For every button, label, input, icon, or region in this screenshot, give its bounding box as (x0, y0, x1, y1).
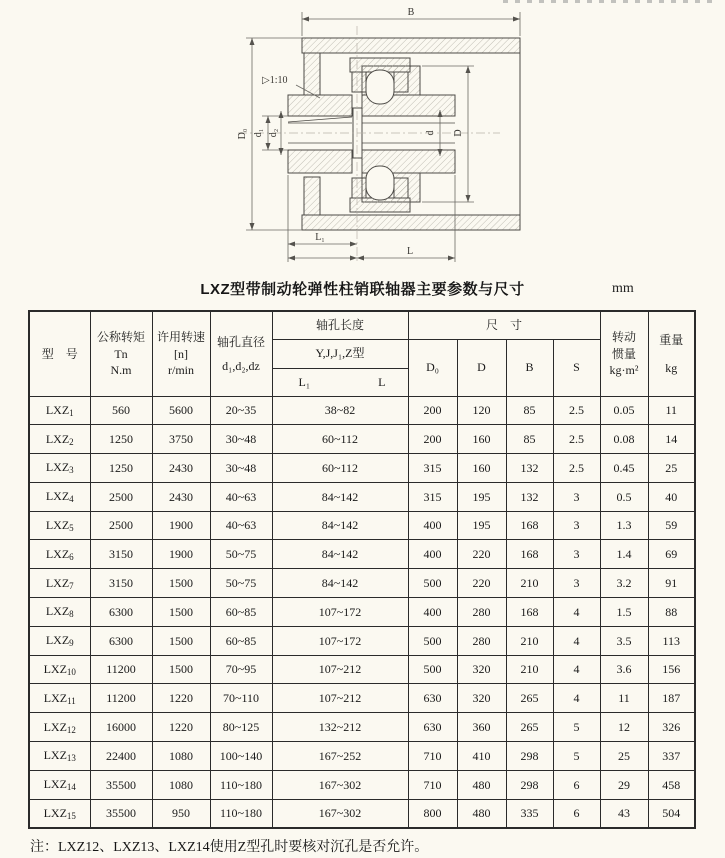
dim-label-d1: d₁ (253, 128, 264, 138)
table-row (29, 742, 695, 771)
col-header-torque (90, 311, 152, 396)
cell-model: LXZ4 (29, 482, 90, 511)
cell-length: 84~142 (272, 540, 408, 569)
cell-b: 85 (506, 425, 553, 454)
page-title: LXZ型带制动轮弹性柱销联轴器主要参数与尺寸 (200, 281, 525, 298)
cell-weight: 458 (648, 770, 695, 799)
cell-bore: 40~63 (210, 511, 272, 540)
cell-weight: 504 (648, 799, 695, 828)
cell-torque: 22400 (90, 742, 152, 771)
cell-d: 220 (457, 569, 506, 598)
cell-bore: 80~125 (210, 713, 272, 742)
cell-length: 132~212 (272, 713, 408, 742)
cell-inertia: 3.6 (600, 655, 648, 684)
dim-label-d: d (425, 130, 436, 136)
elastic-pin (366, 70, 394, 104)
dim-d2 (268, 111, 284, 155)
cell-b: 132 (506, 454, 553, 483)
col-header-model (29, 311, 90, 396)
cell-weight: 69 (648, 540, 695, 569)
unit-label: mm (612, 281, 634, 296)
cell-bore: 30~48 (210, 454, 272, 483)
cell-s: 4 (553, 626, 600, 655)
cell-d0: 200 (408, 425, 457, 454)
cell-torque: 1250 (90, 425, 152, 454)
cell-length: 84~142 (272, 569, 408, 598)
cell-inertia: 0.5 (600, 482, 648, 511)
cell-length: 167~252 (272, 742, 408, 771)
cell-torque: 35500 (90, 770, 152, 799)
cell-torque: 6300 (90, 626, 152, 655)
table-row (29, 569, 695, 598)
header-torque-line1: 公称转矩Tn (96, 330, 145, 361)
col-header-weight (648, 311, 695, 396)
cell-inertia: 3.5 (600, 626, 648, 655)
cell-s: 3 (553, 540, 600, 569)
cell-model: LXZ9 (29, 626, 90, 655)
cell-b: 85 (506, 396, 553, 425)
cell-inertia: 0.45 (600, 454, 648, 483)
cell-b: 168 (506, 598, 553, 627)
col-header-D0: D₀ (408, 339, 457, 396)
cell-d: 220 (457, 540, 506, 569)
col-header-length-l (272, 368, 408, 396)
cell-model: LXZ6 (29, 540, 90, 569)
cell-length: 84~142 (272, 511, 408, 540)
cell-b: 298 (506, 742, 553, 771)
cell-s: 4 (553, 684, 600, 713)
cell-b: 265 (506, 713, 553, 742)
cell-model: LXZ14 (29, 770, 90, 799)
cell-d: 320 (457, 655, 506, 684)
cell-torque: 1250 (90, 454, 152, 483)
cell-s: 4 (553, 655, 600, 684)
spec-table (28, 310, 696, 829)
cell-model: LXZ2 (29, 425, 90, 454)
cell-bore: 60~85 (210, 598, 272, 627)
cell-d0: 710 (408, 770, 457, 799)
cell-bore: 50~75 (210, 569, 272, 598)
cell-length: 60~112 (272, 425, 408, 454)
cell-d: 480 (457, 799, 506, 828)
cell-d0: 200 (408, 396, 457, 425)
cell-inertia: 11 (600, 684, 648, 713)
col-header-S: S (553, 339, 600, 396)
header-l-label: L (378, 374, 386, 389)
cell-length: 107~212 (272, 684, 408, 713)
cell-d: 410 (457, 742, 506, 771)
cell-d: 195 (457, 511, 506, 540)
cell-model: LXZ8 (29, 598, 90, 627)
cell-d0: 630 (408, 684, 457, 713)
cell-torque: 11200 (90, 684, 152, 713)
cell-weight: 40 (648, 482, 695, 511)
cell-model: LXZ15 (29, 799, 90, 828)
coupling-section-drawing (0, 0, 725, 272)
cell-b: 210 (506, 569, 553, 598)
col-header-size: 尺 寸 (408, 311, 600, 339)
dim-label-b: B (407, 7, 415, 18)
cell-d0: 710 (408, 742, 457, 771)
cell-torque: 16000 (90, 713, 152, 742)
cell-speed: 1500 (152, 626, 210, 655)
cell-model: LXZ3 (29, 454, 90, 483)
cell-s: 2.5 (553, 454, 600, 483)
cell-length: 167~302 (272, 770, 408, 799)
cell-inertia: 25 (600, 742, 648, 771)
cell-b: 298 (506, 770, 553, 799)
cell-weight: 91 (648, 569, 695, 598)
cell-d: 280 (457, 598, 506, 627)
cell-model: LXZ13 (29, 742, 90, 771)
cell-length: 107~212 (272, 655, 408, 684)
dim-label-D: D (453, 129, 464, 137)
cell-model: LXZ11 (29, 684, 90, 713)
cell-torque: 3150 (90, 540, 152, 569)
footnote: 注：LXZ12、LXZ13、LXZ14使用Z型孔时要核对沉孔是否允许。 (30, 840, 429, 855)
table-row (29, 396, 695, 425)
cell-s: 2.5 (553, 396, 600, 425)
cell-d0: 500 (408, 569, 457, 598)
cell-weight: 113 (648, 626, 695, 655)
cell-speed: 1500 (152, 569, 210, 598)
cell-torque: 35500 (90, 799, 152, 828)
table-row (29, 540, 695, 569)
col-header-B: B (506, 339, 553, 396)
header-inertia-line2: 惯量 (612, 346, 637, 361)
cell-s: 2.5 (553, 425, 600, 454)
cell-d0: 500 (408, 655, 457, 684)
cell-weight: 88 (648, 598, 695, 627)
cell-torque: 560 (90, 396, 152, 425)
cell-bore: 70~95 (210, 655, 272, 684)
col-header-speed (152, 311, 210, 396)
cell-weight: 187 (648, 684, 695, 713)
cell-speed: 2430 (152, 454, 210, 483)
cell-torque: 3150 (90, 569, 152, 598)
cell-bore: 20~35 (210, 396, 272, 425)
table-row (29, 770, 695, 799)
table-row (29, 626, 695, 655)
header-speed-line1: 许用转速 (156, 330, 205, 345)
table-row (29, 713, 695, 742)
cell-speed: 1220 (152, 684, 210, 713)
cell-inertia: 0.08 (600, 425, 648, 454)
taper-label: ▷1:10 (262, 75, 288, 86)
cell-torque: 2500 (90, 482, 152, 511)
header-inertia-line1: 转动 (612, 330, 637, 345)
cell-speed: 1900 (152, 511, 210, 540)
cell-bore: 30~48 (210, 425, 272, 454)
cell-bore: 60~85 (210, 626, 272, 655)
cell-speed: 3750 (152, 425, 210, 454)
table-row (29, 511, 695, 540)
header-model-label: 型 号 (41, 346, 78, 361)
col-header-length-types: Y,J,J₁,Z型 (272, 339, 408, 368)
cell-inertia: 3.2 (600, 569, 648, 598)
cell-inertia: 1.5 (600, 598, 648, 627)
table-row (29, 598, 695, 627)
cell-speed: 1500 (152, 598, 210, 627)
header-weight-line1: 重量 (659, 332, 684, 347)
cell-s: 4 (553, 598, 600, 627)
cell-length: 107~172 (272, 626, 408, 655)
header-l1-label: L₁ (298, 374, 311, 389)
header-speed-line3: r/min (168, 362, 194, 377)
elastic-pin-lower (366, 166, 394, 200)
dim-d (425, 110, 443, 156)
cell-b: 210 (506, 626, 553, 655)
cell-bore: 40~63 (210, 482, 272, 511)
cell-weight: 337 (648, 742, 695, 771)
cell-b: 265 (506, 684, 553, 713)
cell-d: 120 (457, 396, 506, 425)
cell-speed: 5600 (152, 396, 210, 425)
cell-speed: 950 (152, 799, 210, 828)
cell-speed: 1220 (152, 713, 210, 742)
cell-length: 84~142 (272, 482, 408, 511)
dim-B (302, 7, 520, 36)
cell-d0: 400 (408, 598, 457, 627)
cell-d: 160 (457, 425, 506, 454)
cell-d0: 500 (408, 626, 457, 655)
cell-d0: 800 (408, 799, 457, 828)
table-row (29, 799, 695, 828)
col-header-length: 轴孔长度 (272, 311, 408, 339)
coupling-body (288, 38, 520, 230)
cell-bore: 100~140 (210, 742, 272, 771)
cell-torque: 2500 (90, 511, 152, 540)
cell-b: 168 (506, 511, 553, 540)
cell-s: 3 (553, 569, 600, 598)
cell-s: 6 (553, 799, 600, 828)
table-row (29, 425, 695, 454)
header-weight-line2: kg (665, 360, 678, 375)
cell-weight: 326 (648, 713, 695, 742)
cell-inertia: 0.05 (600, 396, 648, 425)
header-speed-line2: [n] (174, 346, 188, 361)
cell-s: 3 (553, 482, 600, 511)
cell-b: 132 (506, 482, 553, 511)
table-row (29, 482, 695, 511)
cell-weight: 156 (648, 655, 695, 684)
header-bore-line2: d₁,d₂,dz (222, 358, 260, 373)
cell-d0: 315 (408, 482, 457, 511)
cell-d: 195 (457, 482, 506, 511)
cell-d0: 400 (408, 540, 457, 569)
cell-inertia: 1.3 (600, 511, 648, 540)
cell-speed: 1500 (152, 655, 210, 684)
cell-speed: 1080 (152, 770, 210, 799)
cell-model: LXZ5 (29, 511, 90, 540)
cell-length: 60~112 (272, 454, 408, 483)
cell-bore: 70~110 (210, 684, 272, 713)
header-inertia-line3: kg·m² (609, 362, 639, 377)
dim-label-d0: D₀ (237, 128, 248, 140)
cell-b: 210 (506, 655, 553, 684)
cell-s: 6 (553, 770, 600, 799)
dim-label-l1: L₁ (315, 232, 325, 243)
cell-model: LXZ12 (29, 713, 90, 742)
cell-d: 320 (457, 684, 506, 713)
cell-d: 160 (457, 454, 506, 483)
cell-weight: 59 (648, 511, 695, 540)
cell-length: 107~172 (272, 598, 408, 627)
cell-d: 280 (457, 626, 506, 655)
cell-bore: 110~180 (210, 799, 272, 828)
cell-s: 5 (553, 742, 600, 771)
cell-speed: 2430 (152, 482, 210, 511)
col-header-D: D (457, 339, 506, 396)
cell-s: 3 (553, 511, 600, 540)
dim-label-d2: d₂ (268, 128, 279, 138)
cell-torque: 11200 (90, 655, 152, 684)
cell-d0: 315 (408, 454, 457, 483)
table-row (29, 655, 695, 684)
table-row (29, 454, 695, 483)
dim-L (288, 246, 455, 261)
header-torque-line2: N.m (110, 362, 132, 377)
cell-inertia: 1.4 (600, 540, 648, 569)
cell-model: LXZ10 (29, 655, 90, 684)
cell-d: 480 (457, 770, 506, 799)
cell-weight: 11 (648, 396, 695, 425)
table-body (29, 396, 695, 828)
cell-b: 168 (506, 540, 553, 569)
cell-weight: 25 (648, 454, 695, 483)
dim-label-l: L (406, 246, 414, 257)
cell-b: 335 (506, 799, 553, 828)
cell-speed: 1900 (152, 540, 210, 569)
cell-s: 5 (553, 713, 600, 742)
cell-model: LXZ1 (29, 396, 90, 425)
cell-d: 360 (457, 713, 506, 742)
table-row (29, 684, 695, 713)
col-header-inertia (600, 311, 648, 396)
cell-weight: 14 (648, 425, 695, 454)
cell-bore: 110~180 (210, 770, 272, 799)
cell-d0: 400 (408, 511, 457, 540)
col-header-bore (210, 311, 272, 396)
cell-inertia: 29 (600, 770, 648, 799)
cell-bore: 50~75 (210, 540, 272, 569)
cell-d0: 630 (408, 713, 457, 742)
cell-inertia: 43 (600, 799, 648, 828)
cell-speed: 1080 (152, 742, 210, 771)
header-bore-line1: 轴孔直径 (216, 334, 265, 349)
cell-length: 167~302 (272, 799, 408, 828)
cell-inertia: 12 (600, 713, 648, 742)
cell-torque: 6300 (90, 598, 152, 627)
cell-model: LXZ7 (29, 569, 90, 598)
cell-length: 38~82 (272, 396, 408, 425)
